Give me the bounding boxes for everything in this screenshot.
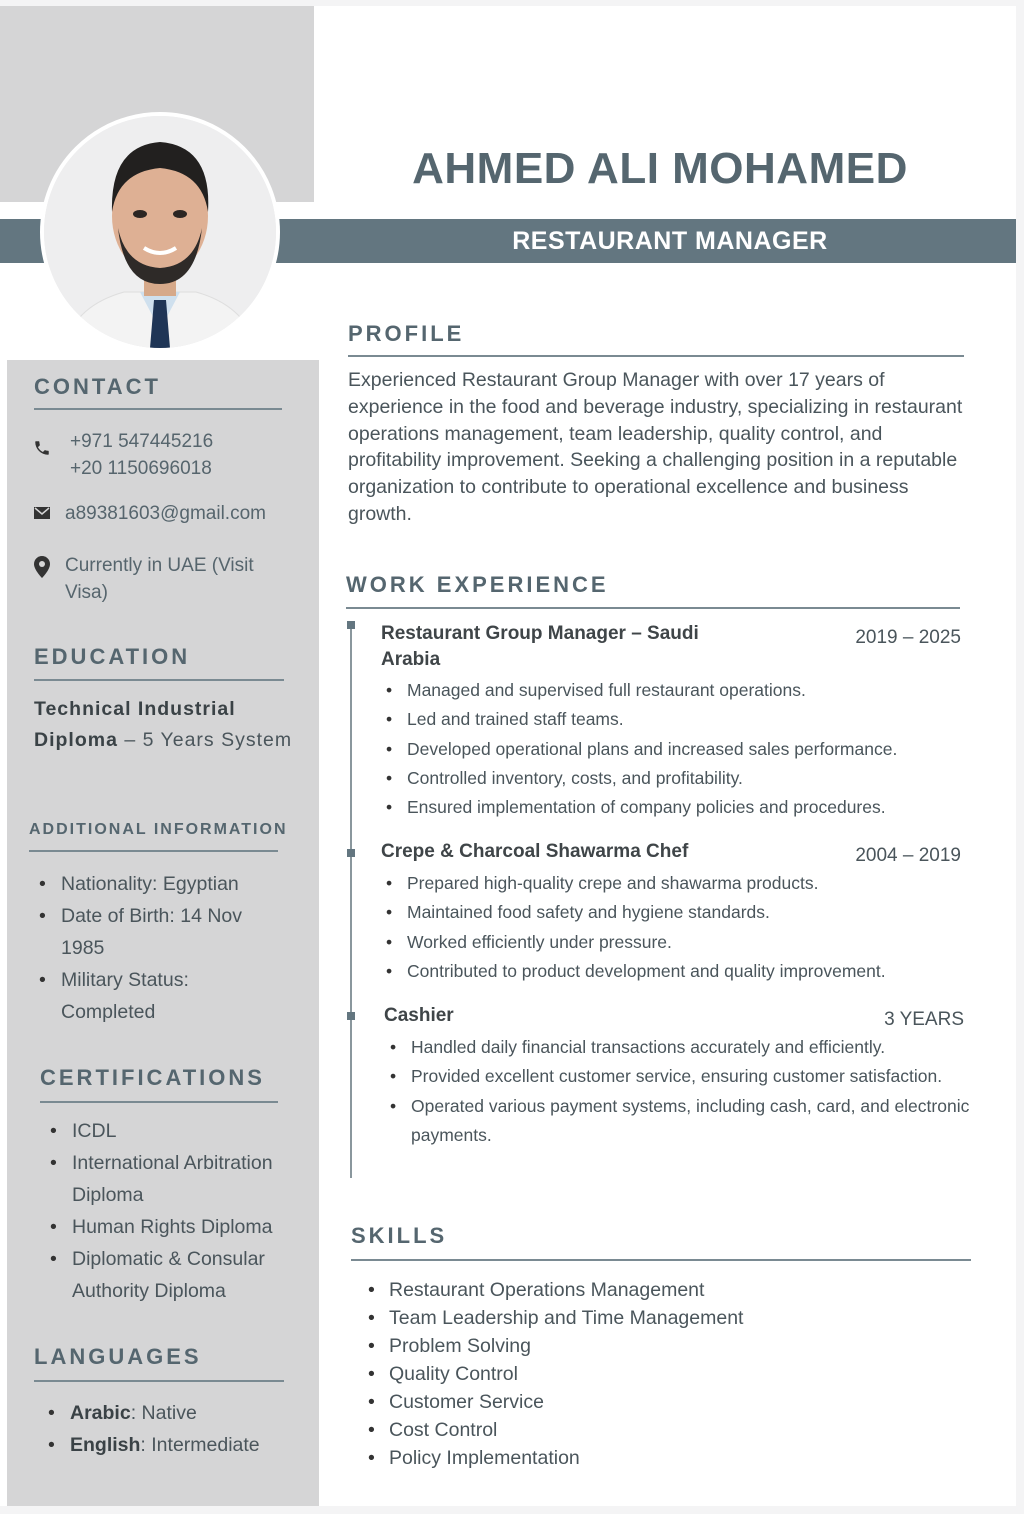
- languages-list: [44, 1397, 312, 1461]
- job-1-bullets: [381, 676, 991, 822]
- list-item: • ICDL: [46, 1115, 314, 1147]
- contact-divider: [34, 408, 282, 410]
- work-experience-divider: [346, 607, 960, 609]
- language-item: [44, 1397, 312, 1429]
- list-item: • Controlled inventory, costs, and profitability.: [381, 764, 991, 793]
- list-item: • Team Leadership and Time Management: [364, 1304, 743, 1332]
- education-divider: [34, 679, 284, 681]
- list-item: • Operated various payment systems, including cash, card, and electronic payments.: [385, 1092, 970, 1151]
- additional-info-list: [35, 868, 275, 1028]
- list-item: • Diplomatic & Consular Authority Diploma: [46, 1243, 314, 1307]
- list-item: • Provided excellent customer service, ensuring customer satisfaction.: [385, 1062, 970, 1091]
- list-item: • Managed and supervised full restaurant operations.: [381, 676, 991, 705]
- email-address[interactable]: a89381603@gmail.com: [65, 503, 266, 524]
- list-item: • Worked efficiently under pressure.: [381, 928, 991, 957]
- phone-number-1: +971 547445216: [70, 431, 214, 452]
- language-level: : Intermediate: [140, 1434, 260, 1456]
- profile-photo: [40, 112, 280, 352]
- languages-divider: [34, 1380, 284, 1382]
- job-3-bullets: [385, 1033, 970, 1150]
- timeline-marker: [347, 849, 355, 857]
- list-item: • Contributed to product development and quality improvement.: [381, 957, 991, 986]
- skills-heading: SKILLS: [351, 1223, 448, 1248]
- phone-icon: [33, 439, 51, 457]
- additional-info-heading: ADDITIONAL INFORMATION: [29, 821, 288, 838]
- avatar: [44, 116, 276, 348]
- education-degree: Technical Industrial Diploma: [34, 698, 236, 751]
- work-experience-heading: WORK EXPERIENCE: [346, 572, 609, 597]
- list-item: • Handled daily financial transactions accurately and efficiently.: [385, 1033, 970, 1062]
- list-item: • Problem Solving: [364, 1332, 743, 1360]
- language-item: [44, 1429, 312, 1461]
- timeline-line: [350, 628, 352, 1178]
- location-pin-icon: [34, 556, 50, 578]
- resume-page: [0, 6, 1016, 1506]
- education-heading: EDUCATION: [34, 644, 191, 669]
- job-2-date: 2004 – 2019: [855, 845, 961, 866]
- list-item: • Policy Implementation: [364, 1444, 743, 1472]
- timeline-marker: [347, 621, 355, 629]
- list-item: • Maintained food safety and hygiene standards.: [381, 898, 991, 927]
- education-detail: – 5 Years System: [117, 729, 293, 751]
- language-name: English: [70, 1434, 141, 1456]
- list-item: • International Arbitration Diploma: [46, 1147, 314, 1211]
- language-name: Arabic: [70, 1402, 131, 1424]
- list-item: • Quality Control: [364, 1360, 743, 1388]
- job-3-title: Cashier: [384, 1005, 454, 1026]
- location: Currently in UAE (Visit Visa): [65, 555, 254, 603]
- contact-heading: CONTACT: [34, 374, 161, 399]
- phone-number-2: +20 1150696018: [70, 458, 212, 479]
- list-item: • Prepared high-quality crepe and shawarma products.: [381, 869, 991, 898]
- job-2-title: Crepe & Charcoal Shawarma Chef: [381, 841, 689, 862]
- profile-summary: Experienced Restaurant Group Manager with over 17 years of experience in the food and beverage industry, specializing in restaurant operations management, team leadership, quality control, and profitability improvement. Seeking a challenging position in a reputable organization to contribute to operational excellence and business growth.: [348, 369, 963, 525]
- list-item: • Customer Service: [364, 1388, 743, 1416]
- list-item: • Nationality: Egyptian: [35, 868, 275, 900]
- skills-list: [364, 1276, 743, 1472]
- job-3-date: 3 YEARS: [884, 1009, 964, 1030]
- list-item: • Ensured implementation of company policies and procedures.: [381, 793, 991, 822]
- certifications-divider: [40, 1101, 278, 1103]
- job-1-date: 2019 – 2025: [855, 627, 961, 648]
- skills-divider: [351, 1259, 971, 1261]
- certifications-heading: CERTIFICATIONS: [40, 1065, 265, 1090]
- job-2-bullets: [381, 869, 991, 986]
- list-item: • Human Rights Diploma: [46, 1211, 314, 1243]
- email-icon: [34, 506, 50, 520]
- additional-info-divider: [29, 850, 278, 852]
- languages-heading: LANGUAGES: [34, 1344, 202, 1369]
- language-level: : Native: [130, 1402, 197, 1424]
- job-1-title: Restaurant Group Manager – Saudi Arabia: [381, 623, 699, 670]
- list-item: • Led and trained staff teams.: [381, 705, 991, 734]
- candidate-name: AHMED ALI MOHAMED: [412, 144, 908, 193]
- education-entry: [34, 694, 294, 756]
- profile-heading: PROFILE: [348, 321, 465, 346]
- list-item: • Restaurant Operations Management: [364, 1276, 743, 1304]
- list-item: • Military Status: Completed: [35, 964, 275, 1028]
- timeline-marker: [347, 1012, 355, 1020]
- job-title: RESTAURANT MANAGER: [512, 227, 828, 255]
- list-item: • Date of Birth: 14 Nov 1985: [35, 900, 275, 964]
- list-item: • Developed operational plans and increased sales performance.: [381, 735, 991, 764]
- list-item: • Cost Control: [364, 1416, 743, 1444]
- certifications-list: [46, 1115, 314, 1307]
- profile-divider: [348, 355, 964, 357]
